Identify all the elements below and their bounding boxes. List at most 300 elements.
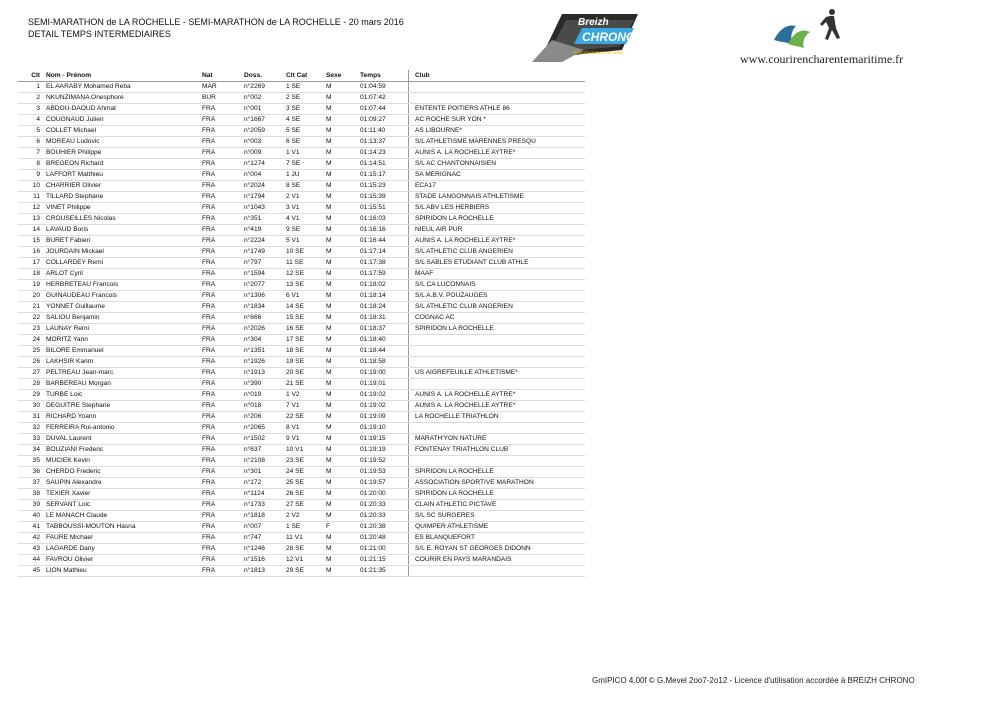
table-row bbox=[18, 412, 585, 423]
cell-clt-cat: 5 V1 bbox=[286, 236, 326, 247]
table-row bbox=[18, 269, 585, 280]
cell-nat: FRA bbox=[202, 566, 244, 577]
cell-club: S/L SABLES ETUDIANT CLUB ATHLE bbox=[409, 258, 586, 269]
cell-clt: 2 bbox=[18, 93, 46, 104]
cell-nat: FRA bbox=[202, 126, 244, 137]
cell-nom: BREGEON Richard bbox=[46, 159, 202, 170]
cell-club: SA MERIGNAC bbox=[409, 170, 586, 181]
license-footer: GmIPICO 4.00f © G.Mevel 2oo7-2o12 - Licence d'utilisation accordée à BREIZH CHRONO bbox=[592, 676, 915, 685]
cell-temps: 01:15:17 bbox=[360, 170, 409, 181]
header-sexe: Sexe bbox=[326, 70, 360, 82]
table-row bbox=[18, 500, 585, 511]
table-row bbox=[18, 357, 585, 368]
cell-nat: FRA bbox=[202, 500, 244, 511]
cell-doss: n°003 bbox=[244, 137, 286, 148]
cell-clt: 24 bbox=[18, 335, 46, 346]
cell-doss: n°1246 bbox=[244, 544, 286, 555]
cell-temps: 01:09:27 bbox=[360, 115, 409, 126]
table-row bbox=[18, 456, 585, 467]
cell-nat: FRA bbox=[202, 390, 244, 401]
cell-doss: n°1813 bbox=[244, 566, 286, 577]
cell-nom: COLLET Michael bbox=[46, 126, 202, 137]
cell-temps: 01:19:02 bbox=[360, 401, 409, 412]
cell-doss: n°1502 bbox=[244, 434, 286, 445]
cell-clt: 42 bbox=[18, 533, 46, 544]
cell-sexe: M bbox=[326, 533, 360, 544]
cell-clt-cat: 1 V1 bbox=[286, 148, 326, 159]
cell-clt-cat: 1 SE bbox=[286, 82, 326, 93]
cell-clt-cat: 22 SE bbox=[286, 412, 326, 423]
cell-club: SPIRIDON LA ROCHELLE bbox=[409, 489, 586, 500]
cell-doss: n°019 bbox=[244, 390, 286, 401]
cell-club: S/L ABV LES HERBIERS bbox=[409, 203, 586, 214]
cell-temps: 01:16:03 bbox=[360, 214, 409, 225]
cell-clt: 26 bbox=[18, 357, 46, 368]
cell-club: COGNAC AC bbox=[409, 313, 586, 324]
cell-clt: 38 bbox=[18, 489, 46, 500]
table-row bbox=[18, 148, 585, 159]
cell-club: COURIR EN PAYS MARANDAIS bbox=[409, 555, 586, 566]
cell-clt: 32 bbox=[18, 423, 46, 434]
cell-clt-cat: 27 SE bbox=[286, 500, 326, 511]
cell-doss: n°1834 bbox=[244, 302, 286, 313]
cell-nom: COLLARDEY Remi bbox=[46, 258, 202, 269]
cell-temps: 01:07:44 bbox=[360, 104, 409, 115]
table-row bbox=[18, 258, 585, 269]
cell-clt: 45 bbox=[18, 566, 46, 577]
table-row bbox=[18, 533, 585, 544]
table-row bbox=[18, 170, 585, 181]
cell-clt: 18 bbox=[18, 269, 46, 280]
cell-doss: n°301 bbox=[244, 467, 286, 478]
cell-nat: FRA bbox=[202, 115, 244, 126]
cell-club: MAAF bbox=[409, 269, 586, 280]
cell-nom: SERVANT Loic bbox=[46, 500, 202, 511]
cell-clt-cat: 5 SE bbox=[286, 126, 326, 137]
cell-clt-cat: 8 V1 bbox=[286, 423, 326, 434]
cell-nom: MOREAU Ludovic bbox=[46, 137, 202, 148]
cell-clt: 15 bbox=[18, 236, 46, 247]
cell-temps: 01:13:37 bbox=[360, 137, 409, 148]
cell-clt-cat: 3 SE bbox=[286, 104, 326, 115]
cell-temps: 01:14:51 bbox=[360, 159, 409, 170]
cell-sexe: M bbox=[326, 456, 360, 467]
table-row bbox=[18, 302, 585, 313]
cell-nom: NKUNZIMANA Onesphore bbox=[46, 93, 202, 104]
cell-clt: 5 bbox=[18, 126, 46, 137]
cell-temps: 01:18:31 bbox=[360, 313, 409, 324]
cell-clt: 27 bbox=[18, 368, 46, 379]
cell-clt: 28 bbox=[18, 379, 46, 390]
cell-temps: 01:19:57 bbox=[360, 478, 409, 489]
cell-sexe: M bbox=[326, 412, 360, 423]
cell-nat: FRA bbox=[202, 533, 244, 544]
table-row bbox=[18, 467, 585, 478]
cell-nom: ABDOU-DAOUD Ahmat bbox=[46, 104, 202, 115]
cell-clt-cat: 20 SE bbox=[286, 368, 326, 379]
cell-temps: 01:15:23 bbox=[360, 181, 409, 192]
cell-doss: n°2024 bbox=[244, 181, 286, 192]
cell-nat: FRA bbox=[202, 247, 244, 258]
cell-club: LA ROCHELLE TRIATHLON bbox=[409, 412, 586, 423]
cell-nat: FRA bbox=[202, 203, 244, 214]
table-row bbox=[18, 544, 585, 555]
cell-temps: 01:16:16 bbox=[360, 225, 409, 236]
cell-sexe: M bbox=[326, 500, 360, 511]
race-title: SEMI-MARATHON de LA ROCHELLE - SEMI-MARATHON de LA ROCHELLE - 20 mars 2016 bbox=[28, 17, 404, 27]
cell-nom: CROUSEILLES Nicolas bbox=[46, 214, 202, 225]
cell-club: MARATH'YON NATURE bbox=[409, 434, 586, 445]
cell-sexe: M bbox=[326, 137, 360, 148]
cell-doss: n°1516 bbox=[244, 555, 286, 566]
cell-clt-cat: 6 V1 bbox=[286, 291, 326, 302]
cell-temps: 01:20:00 bbox=[360, 489, 409, 500]
header-clt: Clt bbox=[18, 70, 46, 82]
cell-sexe: M bbox=[326, 115, 360, 126]
cell-clt-cat: 16 SE bbox=[286, 324, 326, 335]
cell-club: US AIGREFEUILLE ATHLETISME* bbox=[409, 368, 586, 379]
cell-clt: 21 bbox=[18, 302, 46, 313]
cell-clt-cat: 9 V1 bbox=[286, 434, 326, 445]
results-table bbox=[18, 70, 585, 577]
cell-club: NIEUL AIR PUR bbox=[409, 225, 586, 236]
cell-nat: FRA bbox=[202, 192, 244, 203]
table-row bbox=[18, 313, 585, 324]
table-row bbox=[18, 181, 585, 192]
cell-clt: 44 bbox=[18, 555, 46, 566]
tagline-text: la performance mesurée bbox=[574, 50, 623, 55]
cell-nat: FRA bbox=[202, 412, 244, 423]
cell-nat: FRA bbox=[202, 478, 244, 489]
cell-sexe: M bbox=[326, 225, 360, 236]
cell-temps: 01:19:53 bbox=[360, 467, 409, 478]
cell-club bbox=[409, 456, 586, 467]
cell-sexe: M bbox=[326, 346, 360, 357]
cell-club: S/L AC CHANTONNAISIEN bbox=[409, 159, 586, 170]
cell-sexe: M bbox=[326, 104, 360, 115]
cell-clt-cat: 17 SE bbox=[286, 335, 326, 346]
cell-club: QUIMPER ATHLETISME bbox=[409, 522, 586, 533]
cell-club: AUNIS A. LA ROCHELLE AYTRE* bbox=[409, 390, 586, 401]
cell-doss: n°419 bbox=[244, 225, 286, 236]
cell-nat: FRA bbox=[202, 258, 244, 269]
cell-club: SPIRIDON LA ROCHELLE bbox=[409, 324, 586, 335]
cell-clt: 22 bbox=[18, 313, 46, 324]
cell-club: CLAIN ATHLETIC PICTAVE bbox=[409, 500, 586, 511]
cell-doss: n°172 bbox=[244, 478, 286, 489]
cell-nom: MORITZ Yann bbox=[46, 335, 202, 346]
cell-doss: n°1913 bbox=[244, 368, 286, 379]
table-row bbox=[18, 335, 585, 346]
cell-nom: HERBRETEAU Francois bbox=[46, 280, 202, 291]
cell-doss: n°2065 bbox=[244, 423, 286, 434]
cell-nom: BILORE Emmanuel bbox=[46, 346, 202, 357]
cell-club: S/L ATHLETIC CLUB ANGERIEN bbox=[409, 247, 586, 258]
cell-sexe: M bbox=[326, 126, 360, 137]
cell-nom: FAURE Michael bbox=[46, 533, 202, 544]
cell-clt-cat: 26 SE bbox=[286, 489, 326, 500]
cell-clt-cat: 7 SE bbox=[286, 159, 326, 170]
cell-club: ENTENTE POITIERS ATHLE 86 bbox=[409, 104, 586, 115]
table-row bbox=[18, 445, 585, 456]
cell-nat: FRA bbox=[202, 170, 244, 181]
cell-temps: 01:04:59 bbox=[360, 82, 409, 93]
cell-club: AUNIS A. LA ROCHELLE AYTRE* bbox=[409, 148, 586, 159]
cell-clt: 34 bbox=[18, 445, 46, 456]
cell-sexe: M bbox=[326, 82, 360, 93]
cell-temps: 01:17:14 bbox=[360, 247, 409, 258]
cell-doss: n°1926 bbox=[244, 357, 286, 368]
cell-clt: 14 bbox=[18, 225, 46, 236]
cell-nom: EL AARABY Mohamed Reba bbox=[46, 82, 202, 93]
cell-clt: 1 bbox=[18, 82, 46, 93]
cell-clt: 10 bbox=[18, 181, 46, 192]
header-nat: Nat bbox=[202, 70, 244, 82]
table-row bbox=[18, 280, 585, 291]
cell-club: AS LIBOURNE* bbox=[409, 126, 586, 137]
cell-doss: n°1274 bbox=[244, 159, 286, 170]
cell-clt: 37 bbox=[18, 478, 46, 489]
cell-clt: 19 bbox=[18, 280, 46, 291]
document-header bbox=[28, 16, 404, 40]
cell-nom: DUVAL Laurent bbox=[46, 434, 202, 445]
cell-nat: FRA bbox=[202, 423, 244, 434]
cell-clt-cat: 4 V1 bbox=[286, 214, 326, 225]
cell-nom: TURBE Loic bbox=[46, 390, 202, 401]
cell-doss: n°1667 bbox=[244, 115, 286, 126]
cell-sexe: M bbox=[326, 434, 360, 445]
cell-temps: 01:19:19 bbox=[360, 445, 409, 456]
cell-clt: 3 bbox=[18, 104, 46, 115]
cell-clt: 23 bbox=[18, 324, 46, 335]
cell-sexe: M bbox=[326, 390, 360, 401]
cell-doss: n°1351 bbox=[244, 346, 286, 357]
cell-clt: 30 bbox=[18, 401, 46, 412]
cell-nat: FRA bbox=[202, 456, 244, 467]
cell-sexe: M bbox=[326, 489, 360, 500]
cell-club: ECA17 bbox=[409, 181, 586, 192]
cell-temps: 01:18:40 bbox=[360, 335, 409, 346]
cell-sexe: M bbox=[326, 357, 360, 368]
cell-doss: n°1818 bbox=[244, 511, 286, 522]
cell-club: S/L SC SURGERES bbox=[409, 511, 586, 522]
cell-clt-cat: 14 SE bbox=[286, 302, 326, 313]
cell-nom: BOUHIER Philippe bbox=[46, 148, 202, 159]
cell-temps: 01:18:24 bbox=[360, 302, 409, 313]
cell-sexe: M bbox=[326, 302, 360, 313]
cell-doss: n°637 bbox=[244, 445, 286, 456]
table-row bbox=[18, 379, 585, 390]
cell-temps: 01:17:38 bbox=[360, 258, 409, 269]
cell-nat: FRA bbox=[202, 324, 244, 335]
cell-clt: 6 bbox=[18, 137, 46, 148]
cell-clt-cat: 23 SE bbox=[286, 456, 326, 467]
cell-clt: 33 bbox=[18, 434, 46, 445]
cell-clt: 31 bbox=[18, 412, 46, 423]
cell-nat: BUR bbox=[202, 93, 244, 104]
cell-sexe: M bbox=[326, 423, 360, 434]
cell-nom: YONNET Guillaume bbox=[46, 302, 202, 313]
cell-temps: 01:18:14 bbox=[360, 291, 409, 302]
cell-club: AC ROCHE SUR YON * bbox=[409, 115, 586, 126]
cell-club bbox=[409, 335, 586, 346]
cell-clt: 16 bbox=[18, 247, 46, 258]
cell-club bbox=[409, 423, 586, 434]
cell-doss: n°2059 bbox=[244, 126, 286, 137]
table-row bbox=[18, 522, 585, 533]
cell-doss: n°1794 bbox=[244, 192, 286, 203]
cell-doss: n°004 bbox=[244, 170, 286, 181]
cell-club bbox=[409, 346, 586, 357]
cell-temps: 01:18:37 bbox=[360, 324, 409, 335]
cell-nom: LAVAUD Boris bbox=[46, 225, 202, 236]
cell-sexe: M bbox=[326, 93, 360, 104]
cell-clt-cat: 1 JU bbox=[286, 170, 326, 181]
cell-nat: FRA bbox=[202, 401, 244, 412]
table-row bbox=[18, 159, 585, 170]
cell-nat: FRA bbox=[202, 225, 244, 236]
cell-nom: GUINAUDEAU Francois bbox=[46, 291, 202, 302]
cell-sexe: M bbox=[326, 181, 360, 192]
table-row bbox=[18, 291, 585, 302]
cell-nom: BURET Fabien bbox=[46, 236, 202, 247]
cell-nat: FRA bbox=[202, 511, 244, 522]
cell-clt-cat: 18 SE bbox=[286, 346, 326, 357]
cell-nat: FRA bbox=[202, 181, 244, 192]
cell-sexe: M bbox=[326, 445, 360, 456]
cell-temps: 01:15:39 bbox=[360, 192, 409, 203]
cell-doss: n°2224 bbox=[244, 236, 286, 247]
table-row bbox=[18, 93, 585, 104]
cell-clt-cat: 9 SE bbox=[286, 225, 326, 236]
cell-clt: 4 bbox=[18, 115, 46, 126]
cell-clt-cat: 11 SE bbox=[286, 258, 326, 269]
cell-nom: PELTREAU Jean-marc bbox=[46, 368, 202, 379]
cell-temps: 01:11:40 bbox=[360, 126, 409, 137]
table-row bbox=[18, 203, 585, 214]
cell-nat: FRA bbox=[202, 346, 244, 357]
cell-clt-cat: 10 SE bbox=[286, 247, 326, 258]
cell-clt-cat: 19 SE bbox=[286, 357, 326, 368]
site-url[interactable]: www.courirencharentemaritime.fr bbox=[740, 52, 904, 66]
cell-club: STADE LANGONNAIS ATHLETISME bbox=[409, 192, 586, 203]
cell-club: S/L E. ROYAN ST GEORGES DIDONN bbox=[409, 544, 586, 555]
cell-sexe: M bbox=[326, 324, 360, 335]
cell-temps: 01:14:23 bbox=[360, 148, 409, 159]
cell-doss: n°1043 bbox=[244, 203, 286, 214]
breizh-text: Breizh bbox=[578, 17, 609, 28]
cell-nat: FRA bbox=[202, 544, 244, 555]
cell-clt-cat: 12 V1 bbox=[286, 555, 326, 566]
cell-nat: FRA bbox=[202, 104, 244, 115]
cell-clt: 35 bbox=[18, 456, 46, 467]
cell-sexe: M bbox=[326, 236, 360, 247]
cell-nat: FRA bbox=[202, 445, 244, 456]
cell-sexe: M bbox=[326, 192, 360, 203]
cell-nom: RICHARD Yoann bbox=[46, 412, 202, 423]
cell-doss: n°351 bbox=[244, 214, 286, 225]
cell-club: S/L A.B.V. POUZAUGES bbox=[409, 291, 586, 302]
cell-temps: 01:18:58 bbox=[360, 357, 409, 368]
cell-temps: 01:16:44 bbox=[360, 236, 409, 247]
cell-sexe: M bbox=[326, 203, 360, 214]
table-row bbox=[18, 247, 585, 258]
cell-doss: n°2077 bbox=[244, 280, 286, 291]
results-body bbox=[18, 82, 585, 577]
cell-clt: 7 bbox=[18, 148, 46, 159]
cell-doss: n°390 bbox=[244, 379, 286, 390]
cell-temps: 01:20:38 bbox=[360, 522, 409, 533]
cell-doss: n°2269 bbox=[244, 82, 286, 93]
cell-clt: 36 bbox=[18, 467, 46, 478]
cell-clt-cat: 10 V1 bbox=[286, 445, 326, 456]
table-row bbox=[18, 555, 585, 566]
cell-temps: 01:19:00 bbox=[360, 368, 409, 379]
cell-sexe: M bbox=[326, 159, 360, 170]
cell-doss: n°797 bbox=[244, 258, 286, 269]
table-row bbox=[18, 346, 585, 357]
cell-temps: 01:18:02 bbox=[360, 280, 409, 291]
cell-nom: ARLOT Cyril bbox=[46, 269, 202, 280]
cell-nom: LION Mathieu bbox=[46, 566, 202, 577]
cell-doss: n°1306 bbox=[244, 291, 286, 302]
cell-clt: 11 bbox=[18, 192, 46, 203]
cell-clt: 40 bbox=[18, 511, 46, 522]
cell-club: S/L ATHLETISME MARENNES PRESQU bbox=[409, 137, 586, 148]
cell-clt: 13 bbox=[18, 214, 46, 225]
table-row bbox=[18, 434, 585, 445]
report-subtitle: DETAIL TEMPS INTERMEDIAIRES bbox=[28, 29, 171, 39]
cell-nom: LAKHSIR Karim bbox=[46, 357, 202, 368]
cell-clt-cat: 13 SE bbox=[286, 280, 326, 291]
cell-club: AUNIS A. LA ROCHELLE AYTRE* bbox=[409, 401, 586, 412]
cell-clt-cat: 6 SE bbox=[286, 137, 326, 148]
cell-club: ASSOCIATION SPORTIVE MARATHON bbox=[409, 478, 586, 489]
cell-temps: 01:17:59 bbox=[360, 269, 409, 280]
cell-clt-cat: 25 SE bbox=[286, 478, 326, 489]
cell-temps: 01:18:44 bbox=[360, 346, 409, 357]
cell-clt-cat: 21 SE bbox=[286, 379, 326, 390]
cell-nom: MUCIEK Kevin bbox=[46, 456, 202, 467]
cell-temps: 01:21:35 bbox=[360, 566, 409, 577]
cell-club: S/L ATHLETIC CLUB ANGERIEN bbox=[409, 302, 586, 313]
cell-nom: CHARRIER Olivier bbox=[46, 181, 202, 192]
cell-club: FONTENAY TRIATHLON CLUB bbox=[409, 445, 586, 456]
cell-clt-cat: 3 V1 bbox=[286, 203, 326, 214]
cell-clt-cat: 29 SE bbox=[286, 566, 326, 577]
cell-nat: FRA bbox=[202, 137, 244, 148]
cell-clt: 25 bbox=[18, 346, 46, 357]
cell-temps: 01:21:00 bbox=[360, 544, 409, 555]
cell-doss: n°007 bbox=[244, 522, 286, 533]
cell-doss: n°1124 bbox=[244, 489, 286, 500]
cell-nat: MAR bbox=[202, 82, 244, 93]
table-row bbox=[18, 478, 585, 489]
cell-sexe: M bbox=[326, 379, 360, 390]
cell-sexe: M bbox=[326, 258, 360, 269]
cell-sexe: F bbox=[326, 522, 360, 533]
cell-temps: 01:20:33 bbox=[360, 511, 409, 522]
cell-sexe: M bbox=[326, 280, 360, 291]
cell-nat: FRA bbox=[202, 379, 244, 390]
cell-doss: n°1749 bbox=[244, 247, 286, 258]
cell-club: SPIRIDON LA ROCHELLE bbox=[409, 214, 586, 225]
cell-nom: DEGUITRE Stephane bbox=[46, 401, 202, 412]
cell-clt: 43 bbox=[18, 544, 46, 555]
cell-doss: n°2108 bbox=[244, 456, 286, 467]
cell-sexe: M bbox=[326, 478, 360, 489]
header-temps: Temps bbox=[360, 70, 409, 82]
